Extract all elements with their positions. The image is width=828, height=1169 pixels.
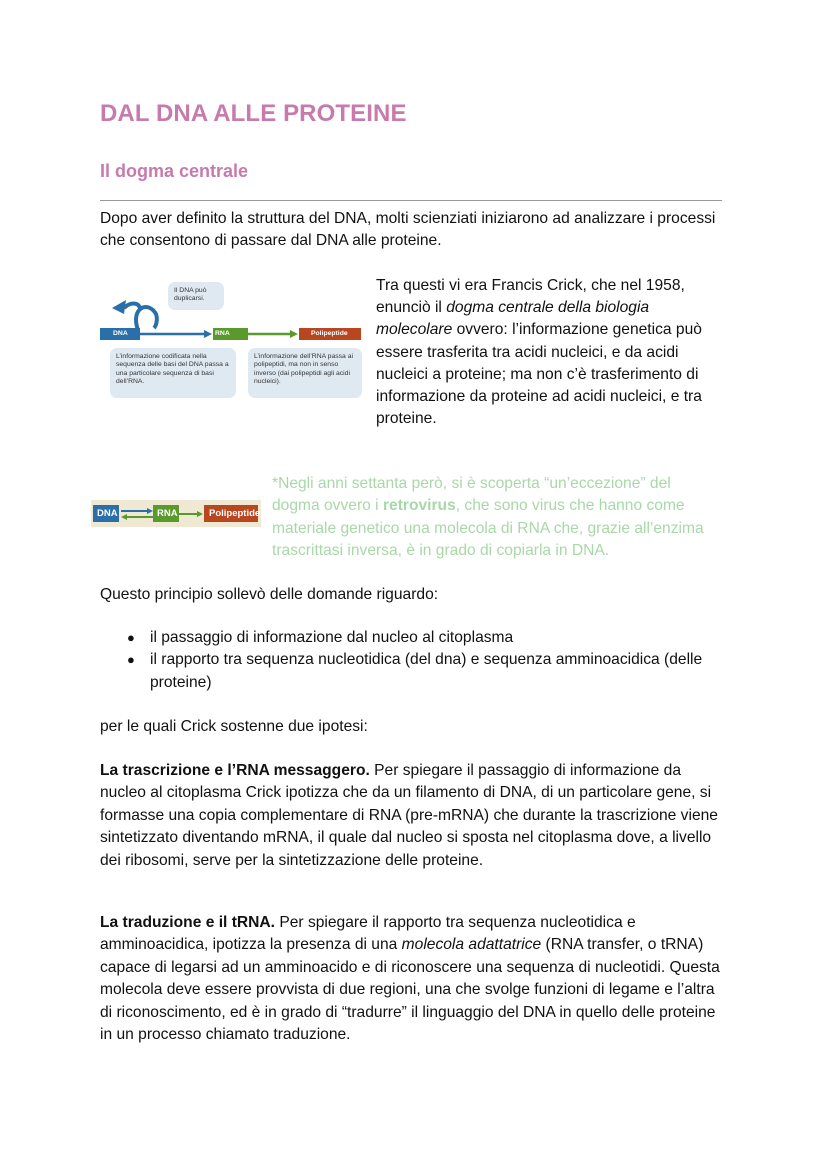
bullet-icon: ● [127,630,135,645]
question-paragraph: Questo principio sollevò delle domande riguardo: [100,586,439,603]
bubble-translation-text: L’informazione dell’RNA passa ai polipeptidi, ma non in senso inverso (dai polipeptidi agli acidi nucleici). [254,353,353,386]
transcription-paragraph [100,760,728,872]
bullet-list [100,627,725,694]
central-dogma-diagram [100,278,364,400]
rna-box [213,328,248,340]
list-item-text: il passaggio di informazione dal nucleo al citoplasma [150,629,514,646]
translation-body-1: Per spiegare il rapporto tra sequenza nucleotidica e amminoacidica, ipotizza la presenza di una [100,914,636,954]
translation-paragraph [100,912,728,1046]
list-item [100,627,725,649]
crick-text-1: Tra questi vi era Francis Crick, che nel 1958, enunciò il [376,277,685,317]
polypeptide-label: Polipeptide [311,330,348,337]
bubble-duplication-text: Il DNA può duplicarsi. [174,287,207,303]
hypotheses-intro: per le quali Crick sostenne due ipotesi: [100,718,368,735]
translation-heading: La traduzione e il tRNA. [100,914,276,931]
polypeptide-box [299,328,361,340]
replication-loop-arrow [136,307,157,330]
translation-emphasis: molecola adattatrice [401,936,542,954]
polypeptide-label-2: Polipeptide [209,508,261,519]
dna-label-2: DNA [97,508,118,519]
retrovirus-diagram [91,500,261,527]
crick-paragraph [376,275,728,430]
retrovirus-text-1: *Negli anni settanta però, si è scoperta “un’eccezione” del dogma ovvero i [272,475,671,515]
section-heading: Il dogma centrale [100,161,249,181]
list-item [100,649,725,694]
rna-label-2: RNA [157,508,178,519]
transcription-body: Per spiegare il passaggio di informazione da nucleo al citoplasma Crick ipotizza che da un filamento di DNA, di un particolare gene, si formasse una copia complementare di RNA (pre-mRNA) che durante la trascrizione viene sintetizzato diventando mRNA, il quale dal nucleo si sposta nel citoplasma dove, a livello dei ribosomi, serve per la sintetizzazione delle proteine. [100,762,718,869]
crick-text-2: ovvero: l’informazione genetica può essere trasferita tra acidi nucleici, e da acidi nucleici a proteine; ma non c’è trasferimento di informazione da proteine ad acidi nucleici, e tra proteine. [376,321,702,428]
dna-label: DNA [113,330,128,337]
retrovirus-text-2: , che sono virus che hanno come materiale genetico una molecola di RNA che, grazie all’enzima trascrittasi inversa, è in grado di copiarla in DNA. [272,497,704,560]
transcription-heading: La trascrizione e l’RNA messaggero. [100,762,370,779]
divider [100,200,722,201]
dna-box [100,328,140,340]
retrovirus-bold: retrovirus [382,497,456,515]
bubble-transcription [110,348,236,398]
bubble-duplication [168,282,224,310]
bubble-transcription-text: L’informazione codificata nella sequenza delle basi del DNA passa a una particolare sequenza di basi dell’RNA. [116,353,229,386]
retrovirus-note [272,473,722,563]
translation-body-2: (RNA transfer, o tRNA) capace di legarsi ad un amminoacido e di riconoscere una sequenza di nucleotidi. Questa molecola deve essere provvista di due regioni, una che svolge funzioni di legame e l’altra di riconoscimento, ed è in grado di “tradurre” il linguaggio del DNA in quello delle proteine in un processo chiamato traduzione. [100,936,720,1044]
list-item-text: il rapporto tra sequenza nucleotidica (del dna) e sequenza amminoacidica (delle proteine) [150,651,703,691]
rna-box-2 [153,505,179,522]
intro-paragraph: Dopo aver definito la struttura del DNA, molti scienziati iniziarono ad analizzare i processi che consentono di passare dal DNA alle proteine. [100,210,716,250]
bullet-icon: ● [127,652,135,668]
polypeptide-box-2 [204,505,261,522]
rna-label: RNA [215,330,230,337]
crick-emphasis: dogma centrale della biologia molecolare [376,299,650,339]
bubble-translation [248,348,362,398]
page-title: DAL DNA ALLE PROTEINE [100,100,407,127]
